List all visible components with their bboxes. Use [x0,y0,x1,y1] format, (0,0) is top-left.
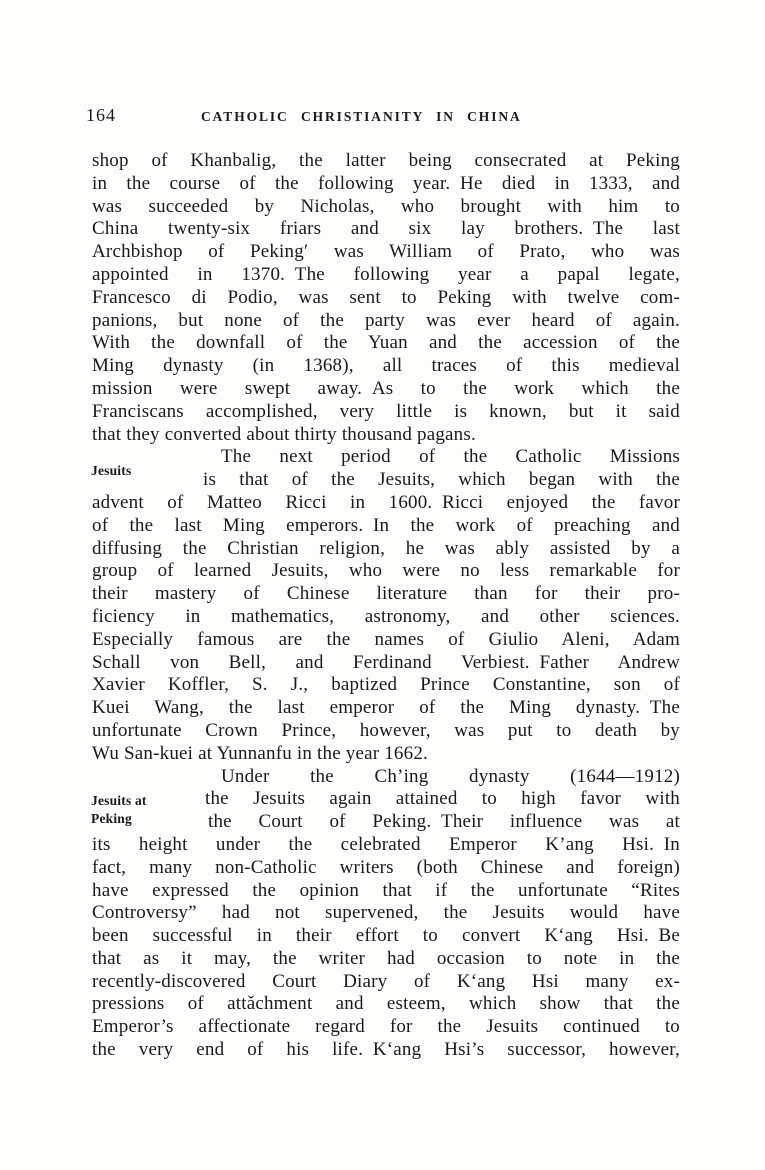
text-line: that as it may, the writer had occasion to note in the [92,947,680,969]
text-line: China twenty-six friars and six lay brothers. The last [92,218,680,240]
text-line: Francesco di Podio, was sent to Peking with twelve com- [92,286,680,308]
text-line: Under the Ch’ing dynasty (1644—1912) [221,765,680,787]
text-line: Xavier Koffler, S. J., baptized Prince Constantine, son of [92,674,680,696]
text-line: been successful in their effort to convert K‘ang Hsi. Be [92,925,680,947]
text-line: have expressed the opinion that if the unfortunate “Rites [92,879,680,901]
text-line: of the last Ming emperors. In the work of preaching and [92,514,680,536]
text-line: Franciscans accomplished, very little is known, but it said [92,400,680,422]
text-line: panions, but none of the party was ever heard of again. [92,309,680,331]
text-line: appointed in 1370. The following year a papal legate, [92,263,680,285]
text-line: Emperor’s affectionate regard for the Jesuits continued to [92,1016,680,1038]
margin-note-line: Peking [91,810,132,826]
text-line: Kuei Wang, the last emperor of the Ming dynasty. The [92,697,680,719]
text-line: Schall von Bell, and Ferdinand Verbiest. Father Andrew [92,651,680,673]
running-title: CATHOLIC CHRISTIANITY IN CHINA [201,109,522,124]
text-line: the very end of his life. K‘ang Hsi’s successor, however, [92,1039,680,1061]
text-line: their mastery of Chinese literature than for their pro- [92,583,680,605]
text-line: advent of Matteo Ricci in 1600. Ricci enjoyed the favor [92,491,680,513]
text-line: Ming dynasty (in 1368), all traces of this medieval [92,355,680,377]
text-line: group of learned Jesuits, who were no less remarkable for [92,560,680,582]
text-line: mission were swept away. As to the work which the [92,377,680,399]
text-block [92,150,680,1062]
text-line: shop of Khanbalig, the latter being consecrated at Peking [92,150,680,171]
text-line: unfortunate Crown Prince, however, was put to death by [92,719,680,741]
text-line: Archbishop of Peking′ was William of Prato, who was [92,241,680,263]
margin-note-line: Jesuits at [91,793,147,808]
text-line: the Jesuits again attained to high favor with [205,788,680,810]
text-line: ficiency in mathematics, astronomy, and other sciences. [92,605,680,627]
page-number: 164 [86,105,116,125]
text-line: The next period of the Catholic Missions [221,446,680,468]
margin-note-jesuits: Jesuits [91,463,132,478]
text-line: Especially famous are the names of Giulio Aleni, Adam [92,628,680,650]
text-line: the Court of Peking. Their influence was at [208,811,680,833]
text-line: its height under the celebrated Emperor K’ang Hsi. In [92,833,680,855]
text-line: Wu San-kuei at Yunnanfu in the year 1662. [92,742,428,764]
text-line: that they converted about thirty thousand pagans. [92,423,476,445]
text-line: was succeeded by Nicholas, who brought with him to [92,195,680,217]
text-line: With the downfall of the Yuan and the accession of the [92,332,680,354]
text-line: is that of the Jesuits, which began with the [203,469,680,491]
text-line: Controversy” had not supervened, the Jesuits would have [92,902,680,924]
text-line: recently-discovered Court Diary of K‘ang Hsi many ex- [92,970,680,992]
text-line: in the course of the following year. He died in 1333, and [92,172,680,194]
text-line: pressions of attǎchment and esteem, which show that the [92,993,680,1015]
text-line: diffusing the Christian religion, he was ably assisted by a [92,537,680,559]
text-line: fact, many non-Catholic writers (both Chinese and foreign) [92,856,680,878]
